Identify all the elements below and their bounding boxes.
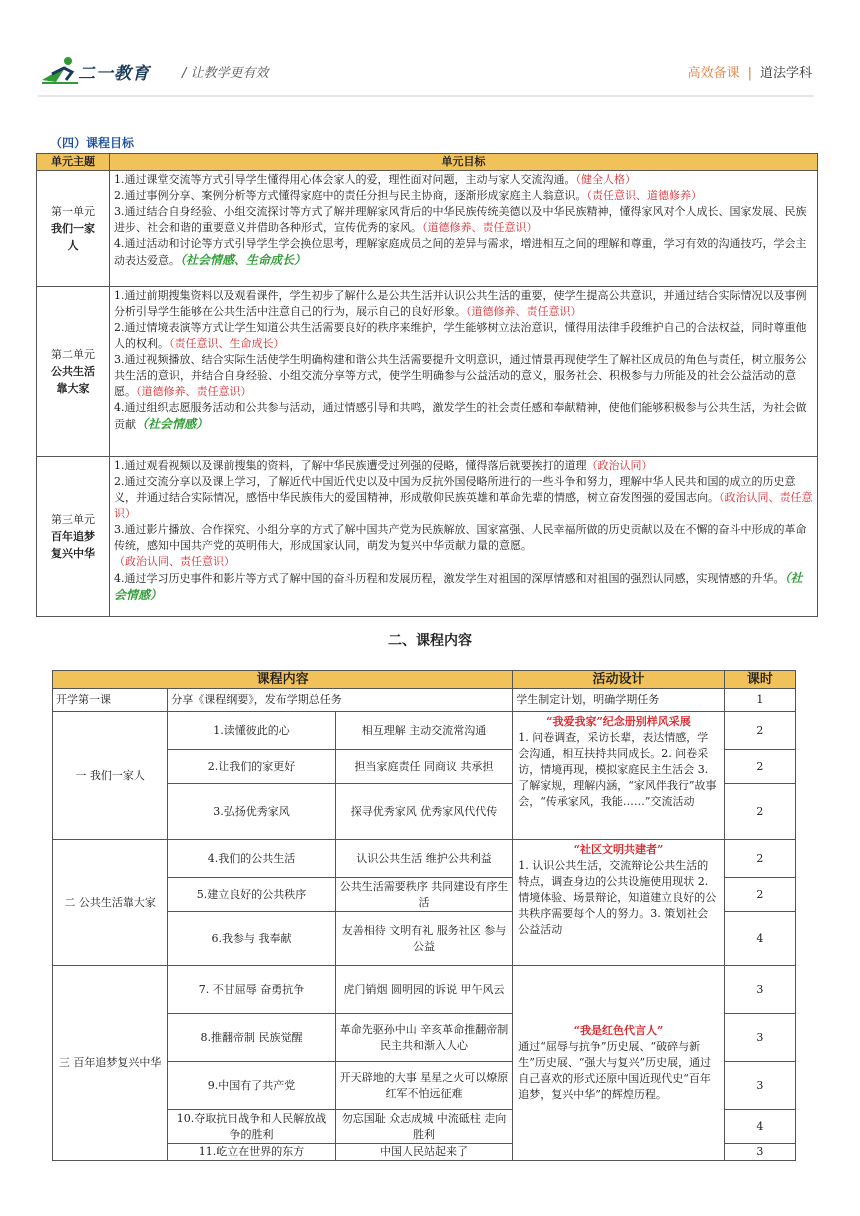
unit-name-line2: 人: [67, 239, 79, 252]
header-label-primary: 高效备课: [687, 66, 740, 81]
lesson-title: 10.夺取抗日战争和人民解放战争的胜利: [168, 1110, 335, 1144]
unit-prefix: 第二单元: [51, 348, 95, 361]
lesson-title: 11.屹立在世界的东方: [168, 1144, 335, 1161]
lesson-title: 7. 不甘屈辱 奋勇抗争: [168, 966, 335, 1014]
activity-text: 通过“屈辱与抗争”历史展、“破碎与新生”历史展、“强大与复兴”历史展，通过自己喜欢的形式还原中国近现代史“百年追梦，复兴中华”的辉煌历程。: [518, 1040, 712, 1101]
goal-item: 4.通过组织志愿服务活动和公共参与活动，通过情感引导和共鸣，激发学生的社会责任感和奉献精神，使他们能够积极参与公共生活，为社会做贡献（社会情感）: [114, 401, 807, 431]
lesson-hours: 4: [724, 1110, 795, 1144]
lesson-topics: 中国人民站起来了: [335, 1144, 512, 1161]
unit-name-cell: 一 我们一家人: [53, 712, 168, 840]
goal-item: 1.通过前期搜集资料以及观看课件，学生初步了解什么是公共生活并认识公共生活的重要，使学生提高公共意识，并通过结合实际情况以及事例分析引导学生能够在公共生活中注意自己的行为，展示自己的良好形象。（道德修养、责任意识）: [114, 289, 807, 318]
unit-name-cell: [37, 171, 110, 287]
header-label-secondary: 道法学科: [759, 66, 812, 81]
lesson-row: [53, 840, 796, 878]
unit-name-cell: 二 公共生活靠大家: [53, 840, 168, 966]
slogan: / 让教学更有效: [182, 66, 269, 81]
unit-activity-cell: [513, 966, 725, 1161]
lesson-topics: 虎门销烟 圆明园的诉说 甲午风云: [335, 966, 512, 1014]
lesson-title: 3.弘扬优秀家风: [168, 784, 335, 840]
goals-section-title: （四）课程目标: [50, 136, 135, 150]
goal-item: 4.通过活动和讨论等方式引导学生学会换位思考，理解家庭成员之间的差异与需求，增进相互之间的理解和尊重，学习有效的沟通技巧，学会主动表达爱意。（社会情感、生命成长）: [114, 237, 807, 267]
intro-activity: 学生制定计划，明确学期任务: [513, 689, 725, 712]
unit-prefix: 第一单元: [51, 205, 95, 218]
goal-item: 1.通过课堂交流等方式引导学生懂得用心体会家人的爱，理性面对问题，主动与家人交流沟通。（健全人格）: [114, 173, 636, 186]
intro-row: [53, 689, 796, 712]
goals-row-unit3: [37, 457, 818, 617]
col-activity-header: 活动设计: [513, 671, 725, 689]
goals-row-unit2: [37, 287, 818, 457]
intro-content: 分享《课程纲要》，发布学期总任务: [168, 689, 513, 712]
logo-text: 二一教育: [78, 64, 150, 84]
goal-item: 2.通过事例分享、案例分析等方式懂得家庭中的责任分担与民主协商，逐渐形成家庭主人翁意识。（责任意识、道德修养）: [114, 189, 702, 202]
unit-goals-cell: [110, 457, 818, 617]
lesson-hours: 3: [724, 1144, 795, 1161]
col-goal-header: 单元目标: [110, 154, 818, 171]
lesson-topics: 革命先驱孙中山 辛亥革命推翻帝制 民主共和渐入人心: [335, 1014, 512, 1062]
activity-title: “我爱我家”纪念册别样风采展: [546, 715, 691, 728]
lesson-row: [53, 966, 796, 1014]
lesson-title: 5.建立良好的公共秩序: [168, 878, 335, 912]
lesson-topics: 勿忘国耻 众志成城 中流砥柱 走向胜利: [335, 1110, 512, 1144]
goal-item: 4.通过学习历史事件和影片等方式了解中国的奋斗历程和发展历程，激发学生对祖国的深厚情感和对祖国的强烈认同感，实现情感的升华。（社会情感）: [114, 571, 803, 602]
header-subject: [688, 62, 812, 81]
unit-goals-cell: [110, 287, 818, 457]
unit-name-line2: 复兴中华: [51, 547, 95, 560]
lesson-hours: 3: [724, 1062, 795, 1110]
lesson-hours: 3: [724, 966, 795, 1014]
lesson-hours: 2: [724, 784, 795, 840]
lesson-title: 1.读懂彼此的心: [168, 712, 335, 750]
goal-item: 2.通过交流分享以及课上学习，了解近代中国近代史以及中国为反抗外国侵略所进行的一些斗争和努力，理解中华人民共和国的成立的历史意义，并通过结合实际情况，感悟中华民族伟大的爱国精神，形成敬仰民族英雄和革命先辈的情感，树立奋发图强的爱国志向。（政治认同、责任意识）: [114, 475, 813, 520]
goal-item: 2.通过情境表演等方式让学生知道公共生活需要良好的秩序来维护，学生能够树立法治意识，懂得用法律手段维护自己的合法权益，同时尊重他人的权利。（责任意识、生命成长）: [114, 321, 807, 350]
col-hours-header: 课时: [724, 671, 795, 689]
page-header: [0, 0, 860, 110]
activity-text: 1. 问卷调查，采访长辈，表达情感，学会沟通，相互扶持共同成长。2. 问卷采访，情境再现，模拟家庭民主生活会 3. 了解家规，理解内涵，“家风伴我行”故事会，“传承家风，我能……”交流活动: [518, 731, 717, 808]
lesson-hours: 2: [724, 712, 795, 750]
lesson-hours: 3: [724, 1014, 795, 1062]
unit-activity-cell: [513, 712, 725, 840]
content-section-title: 二、课程内容: [388, 633, 472, 649]
lesson-title: 2.让我们的家更好: [168, 750, 335, 784]
goals-header-row: [37, 154, 818, 171]
lesson-topics: 开天辟地的大事 星星之火可以燎原 红军不怕远征难: [335, 1062, 512, 1110]
unit-name-cell: 三 百年追梦复兴中华: [53, 966, 168, 1161]
goal-item: 3.通过视频播放、结合实际生活使学生明确构建和谐公共生活需要提升文明意识，通过情景再现使学生了解社区成员的角色与责任，树立服务公共生活的意识，并结合自身经验、小组交流分享等方式，使学生明确参与公益活动的意义，服务社会、积极参与力所能及的社会公益活动的意愿。（道德修养、责任意识）: [114, 353, 807, 398]
lesson-topics: 探寻优秀家风 优秀家风代代传: [335, 784, 512, 840]
header-divider: [38, 95, 814, 97]
lesson-title: 4.我们的公共生活: [168, 840, 335, 878]
activity-title: “社区文明共建者”: [573, 843, 664, 856]
goal-item: 1.通过观看视频以及课前搜集的资料，了解中华民族遭受过列强的侵略，懂得落后就要挨打的道理（政治认同）: [114, 459, 653, 472]
lesson-row: [53, 712, 796, 750]
intro-hours: 1: [724, 689, 795, 712]
lesson-hours: 2: [724, 840, 795, 878]
lesson-title: 8.推翻帝制 民族觉醒: [168, 1014, 335, 1062]
lesson-topics: 担当家庭责任 同商议 共承担: [335, 750, 512, 784]
header-separator: |: [747, 66, 752, 81]
goal-item: 3.通过影片播放、合作探究、小组分享的方式了解中国共产党为民族解放、国家富强、人民幸福所做的历史贡献以及在不懈的奋斗中形成的革命传统，感知中国共产党的英明伟大，形成国家认同，萌发为复兴中华贡献力量的意愿。 （政治认同、责任意识）: [114, 523, 807, 568]
activity-text: 1. 认识公共生活，交流辩论公共生活的特点，调查身边的公共设施使用现状 2. 情境体验、场景辩论，知道建立良好的公共秩序需要每个人的努力。3. 策划社会公益活动: [518, 859, 717, 936]
unit-name-line1: 公共生活: [51, 365, 95, 378]
unit-name-cell: [37, 457, 110, 617]
content-table: [52, 670, 796, 1161]
lesson-topics: 友善相待 文明有礼 服务社区 参与公益: [335, 912, 512, 966]
lesson-title: 6.我参与 我奉献: [168, 912, 335, 966]
lesson-hours: 2: [724, 750, 795, 784]
lesson-topics: 认识公共生活 维护公共利益: [335, 840, 512, 878]
lesson-hours: 4: [724, 912, 795, 966]
unit-activity-cell: [513, 840, 725, 966]
lesson-topics: 公共生活需要秩序 共同建设有序生活: [335, 878, 512, 912]
unit-name-line1: 我们一家: [51, 222, 95, 235]
lesson-hours: 2: [724, 878, 795, 912]
unit-name-line2: 靠大家: [56, 382, 90, 395]
goal-item: 3.通过结合自身经验、小组交流探讨等方式了解并理解家风背后的中华民族传统美德以及中华民族精神，懂得家风对个人成长、国家发展、民族进步、社会和谐的重要意义并借助各种形式，宣传优秀的家风。（道德修养、责任意识）: [114, 205, 807, 234]
activity-title: “我是红色代言人”: [573, 1024, 664, 1037]
unit-prefix: 第三单元: [51, 513, 95, 526]
goals-table: [36, 153, 818, 617]
content-header-row: [53, 671, 796, 689]
col-content-header: 课程内容: [53, 671, 513, 689]
intro-label: 开学第一课: [53, 689, 168, 712]
goals-row-unit1: [37, 171, 818, 287]
col-unit-header: 单元主题: [37, 154, 110, 171]
lesson-topics: 相互理解 主动交流常沟通: [335, 712, 512, 750]
lesson-title: 9.中国有了共产党: [168, 1062, 335, 1110]
unit-goals-cell: [110, 171, 818, 287]
unit-name-cell: [37, 287, 110, 457]
unit-name-line1: 百年追梦: [51, 530, 95, 543]
